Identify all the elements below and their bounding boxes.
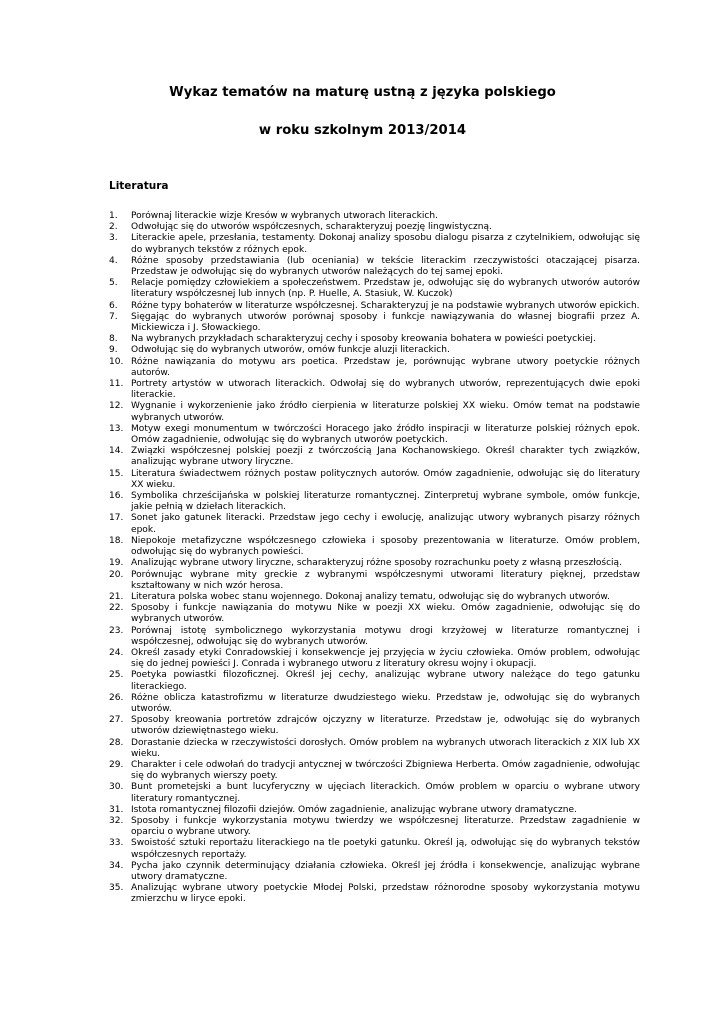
topic-item	[109, 211, 640, 222]
topic-item	[109, 233, 640, 255]
topic-number: 24.	[109, 647, 124, 658]
topic-item	[109, 626, 640, 648]
topic-item	[109, 222, 640, 233]
topic-text: Odwołując się do utworów współczesnych, scharakteryzuj poezję lingwistyczną.	[131, 222, 492, 233]
topic-text: Odwołując się do wybranych utworów, omów funkcje aluzji literackich.	[131, 345, 450, 356]
topic-item	[109, 301, 640, 312]
topic-number: 27.	[109, 715, 124, 726]
topic-item	[109, 861, 640, 883]
topic-item	[109, 603, 640, 625]
topic-number: 3.	[109, 233, 118, 244]
topic-item	[109, 805, 640, 816]
topic-text: Sposoby kreowania portretów zdrajców ojczyzny w literaturze. Przedstaw je, odwołując się do wybranych utworów dziewiętnastego wieku.	[131, 715, 640, 737]
topic-item	[109, 592, 640, 603]
topic-number: 19.	[109, 558, 124, 569]
topic-item	[109, 558, 640, 569]
topic-number: 20.	[109, 569, 124, 580]
topic-text: Pycha jako czynnik determinujący działania człowieka. Określ jej źródła i konsekwencje, analizując wybrane utwory dramatyczne.	[131, 860, 640, 882]
topic-number: 22.	[109, 603, 124, 614]
topic-text: Sposoby i funkcje nawiązania do motywu Nike w poezji XX wieku. Omów zagadnienie, odwołując się do wybranych utworów.	[131, 603, 640, 625]
topic-number: 18.	[109, 535, 124, 546]
topic-item	[109, 782, 640, 804]
topic-number: 35.	[109, 883, 124, 894]
topic-item	[109, 424, 640, 446]
topic-item	[109, 446, 640, 468]
topic-item	[109, 469, 640, 491]
topic-text: Charakter i cele odwołań do tradycji antycznej w twórczości Zbigniewa Herberta. Omów zagadnienie, odwołując się do wybranych wierszy poety.	[131, 759, 640, 782]
topic-number: 5.	[109, 278, 118, 289]
topic-text: Porównaj istotę symbolicznego wykorzystania motywu drogi krzyżowej w literaturze romantycznej i współczesnej, odwołując się do wybranych utworów.	[131, 625, 640, 647]
topic-item	[109, 312, 640, 334]
topic-number: 21.	[109, 591, 124, 602]
topic-item	[109, 670, 640, 692]
topic-number: 12.	[109, 401, 124, 412]
topic-number: 13.	[109, 423, 124, 434]
document-title: Wykaz tematów na maturę ustną z języka polskiego	[169, 85, 556, 100]
topic-item	[109, 738, 640, 760]
topic-text: Na wybranych przykładach scharakteryzuj cechy i sposoby kreowania bohatera w powieści poetyckiej.	[131, 334, 596, 345]
topic-text: Motyw exegi monumentum w twórczości Horacego jako źródło inspiracji w literaturze polskiej różnych epok. Omów zagadnienie, odwołując się do wybranych utworów poetyckich.	[131, 423, 640, 446]
topic-number: 9.	[109, 345, 118, 356]
topic-text: Sonet jako gatunek literacki. Przedstaw jego cechy i ewolucję, analizując utwory wybranych pisarzy różnych epok.	[131, 513, 640, 535]
topic-number: 28.	[109, 737, 124, 748]
topic-item	[109, 401, 640, 423]
topic-item	[109, 648, 640, 670]
topic-item	[109, 345, 640, 356]
topic-item	[109, 883, 640, 905]
topic-number: 30.	[109, 782, 124, 793]
topic-item	[109, 379, 640, 401]
topic-text: Portrety artystów w utworach literackich. Odwołaj się do wybranych utworów, reprezentujących dwie epoki literackie.	[131, 379, 640, 401]
topic-text: Różne typy bohaterów w literaturze współczesnej. Scharakteryzuj je na podstawie wybranych utworów epickich.	[131, 300, 640, 311]
topic-text: Porównując wybrane mity greckie z wybranymi współczesnymi utworami literatury pięknej, przedstaw kształtowany w nich wzór herosa.	[131, 569, 640, 591]
topic-number: 23.	[109, 625, 124, 636]
topic-list	[109, 211, 640, 906]
topic-text: Poetyka powiastki filozoficznej. Określ jej cechy, analizując wybrane utwory należące do tego gatunku literackiego.	[131, 670, 640, 692]
topic-number: 34.	[109, 860, 124, 871]
topic-text: Różne oblicza katastrofizmu w literaturze dwudziestego wieku. Przedstaw je, odwołując się do wybranych utworów.	[131, 692, 640, 714]
topic-item	[109, 838, 640, 860]
topic-text: Sięgając do wybranych utworów porównaj sposoby i funkcje nawiązywania do własnej biografii przez A. Mickiewicza i J. Słowackiego.	[131, 311, 640, 334]
topic-text: Wygnanie i wykorzenienie jako źródło cierpienia w literaturze polskiej XX wieku. Omów temat na podstawie wybranych utworów.	[131, 401, 640, 423]
topic-text: Sposoby i funkcje wykorzystania motywu twierdzy we współczesnej literaturze. Przedstaw zagadnienie w oparciu o wybrane utwory.	[131, 815, 640, 838]
topic-item	[109, 693, 640, 715]
topic-text: Analizując wybrane utwory liryczne, scharakteryzuj różne sposoby rozrachunku poety z własną przeszłością.	[131, 558, 622, 569]
document-subtitle: w roku szkolnym 2013/2014	[258, 123, 467, 138]
topic-text: Niepokoje metafizyczne współczesnego człowieka i sposoby prezentowania w literaturze. Omów problem, odwołując się do wybranych powieści.	[131, 535, 640, 558]
topic-item	[109, 760, 640, 782]
topic-number: 10.	[109, 356, 124, 367]
topic-item	[109, 278, 640, 300]
topic-number: 17.	[109, 513, 124, 524]
topic-text: Literatura świadectwem różnych postaw politycznych autorów. Omów zagadnienie, odwołując się do literatury XX wieku.	[131, 468, 640, 490]
topic-text: Symbolika chrześcijańska w polskiej literaturze romantycznej. Zinterpretuj wybrane symbole, omów funkcje, jakie pełnią w dziełach literackich.	[131, 491, 640, 513]
topic-item	[109, 256, 640, 278]
topic-text: Związki współczesnej polskiej poezji z twórczością Jana Kochanowskiego. Określ charakter tych związków, analizując wybrane utwory liryczne.	[131, 446, 640, 468]
topic-number: 4.	[109, 255, 118, 266]
topic-number: 11.	[109, 379, 124, 390]
topic-text: Literackie apele, przesłania, testamenty. Dokonaj analizy sposobu dialogu pisarza z czytelnikiem, odwołując się do wybranych tekstów z różnych epok.	[131, 233, 640, 255]
topic-number: 7.	[109, 311, 118, 322]
topic-number: 8.	[109, 334, 118, 345]
topic-number: 16.	[109, 491, 124, 502]
topic-item	[109, 536, 640, 558]
topic-number: 15.	[109, 468, 124, 479]
topic-item	[109, 816, 640, 838]
topic-text: Określ zasady etyki Conradowskiej i konsekwencje jej przyjęcia w życiu człowieka. Omów problem, odwołując się do jednej powieści J. Conrada i wybranego utworu z literatury okresu wojny i okupacji.	[131, 647, 640, 670]
topic-text: Dorastanie dziecka w rzeczywistości dorosłych. Omów problem na wybranych utworach literackich z XIX lub XX wieku.	[131, 737, 640, 759]
topic-text: Swoistość sztuki reportażu literackiego na tle poetyki gatunku. Określ ją, odwołując się do wybranych tekstów współczesnych reportaży.	[131, 838, 640, 860]
topic-item	[109, 491, 640, 513]
topic-text: Analizując wybrane utwory poetyckie Młodej Polski, przedstaw różnorodne sposoby wykorzystania motywu zmierzchu w liryce epoki.	[131, 883, 640, 905]
topic-number: 31.	[109, 804, 124, 815]
topic-number: 25.	[109, 670, 124, 681]
topic-number: 1.	[109, 211, 118, 221]
topic-item	[109, 715, 640, 737]
topic-text: Porównaj literackie wizje Kresów w wybranych utworach literackich.	[131, 211, 439, 221]
topic-text: Różne sposoby przedstawiania (lub oceniania) w tekście literackim rzeczywistości otaczającej pisarza. Przedstaw je odwołując się do wybranych utworów należących do tej samej epoki.	[131, 255, 640, 278]
topic-number: 29.	[109, 759, 124, 770]
topic-number: 6.	[109, 300, 118, 311]
topic-number: 33.	[109, 838, 124, 849]
topic-text: Literatura polska wobec stanu wojennego. Dokonaj analizy tematu, odwołując się do wybranych utworów.	[131, 591, 610, 602]
topic-text: Różne nawiązania do motywu ars poetica. Przedstaw je, porównując wybrane utwory poetyckie różnych autorów.	[131, 356, 640, 378]
topic-number: 14.	[109, 446, 124, 457]
topic-number: 2.	[109, 222, 118, 233]
topic-text: Bunt prometejski a bunt lucyferyczny w ujęciach literackich. Omów problem w oparciu o wybrane utwory literatury romantycznej.	[131, 782, 640, 804]
topic-text: Relacje pomiędzy człowiekiem a społeczeństwem. Przedstaw je, odwołując się do wybranych utworów autorów literatury współczesnej lub innych (np. P. Huelle, A. Stasiuk, W. Kuczok)	[131, 278, 640, 300]
topic-item	[109, 513, 640, 535]
topic-item	[109, 357, 640, 379]
topic-text: Istota romantycznej filozofii dziejów. Omów zagadnienie, analizując wybrane utwory dramatyczne.	[131, 804, 577, 815]
topic-number: 26.	[109, 692, 124, 703]
topic-item	[109, 570, 640, 592]
section-heading: Literatura	[109, 180, 169, 192]
topic-item	[109, 334, 640, 345]
topic-number: 32.	[109, 815, 124, 826]
